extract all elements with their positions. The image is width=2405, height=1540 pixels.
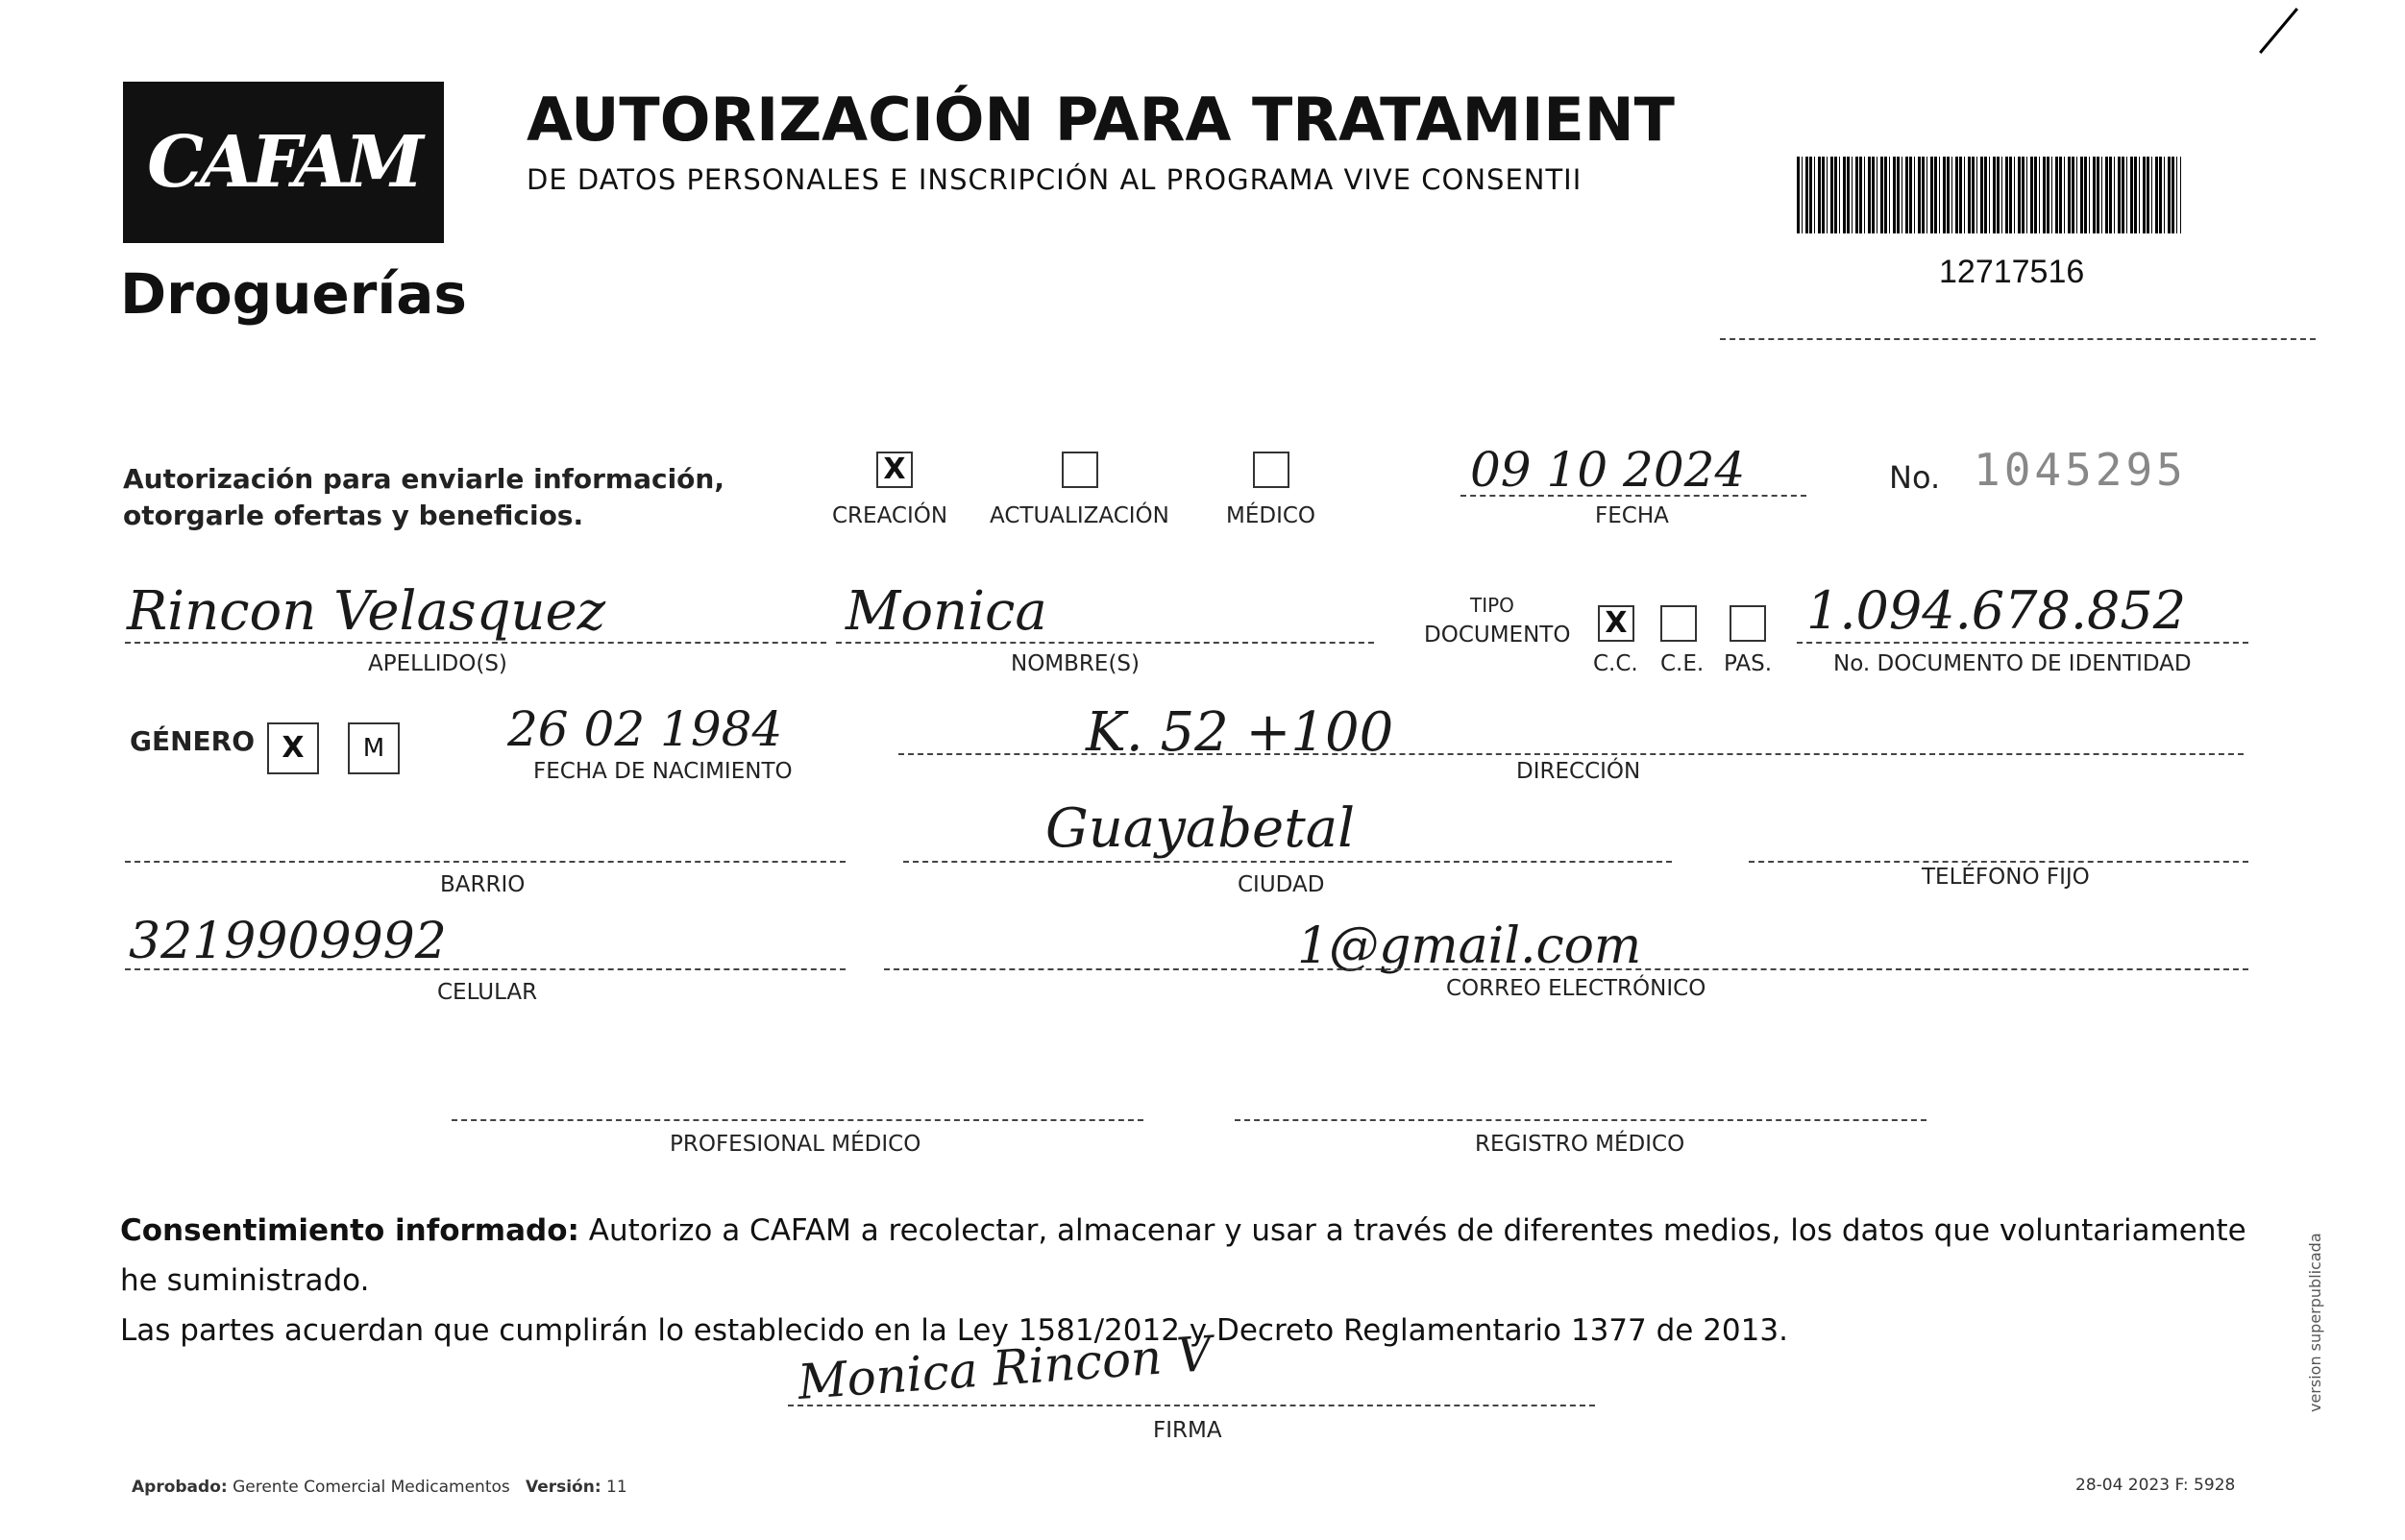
footer-approval <box>132 1478 627 1497</box>
ciudad-label: CIUDAD <box>1238 872 1325 897</box>
fecha-value[interactable]: 09 10 2024 <box>1470 442 1746 498</box>
authorization-text-2: otorgarle ofertas y beneficios. <box>123 500 584 531</box>
version-value: 11 <box>606 1478 627 1497</box>
apellidos-line <box>125 642 826 644</box>
label-pas: PAS. <box>1724 651 1773 676</box>
profesional-label: PROFESIONAL MÉDICO <box>670 1132 921 1157</box>
barrio-line <box>125 861 846 863</box>
doc-number-line <box>1797 642 2248 644</box>
no-value: 1045295 <box>1974 444 2187 496</box>
barrio-label: BARRIO <box>440 872 526 897</box>
signature-line <box>788 1405 1595 1406</box>
checkbox-actualizacion[interactable] <box>1062 452 1098 488</box>
side-vertical-text: version superpublicada <box>2306 1233 2324 1412</box>
checkbox-ce[interactable] <box>1660 605 1697 642</box>
no-label: No. <box>1889 459 1941 496</box>
telefono-line <box>1749 861 2248 863</box>
label-actualizacion: ACTUALIZACIÓN <box>990 503 1169 528</box>
correo-line <box>884 968 2248 970</box>
label-cc: C.C. <box>1593 651 1638 676</box>
aprobado-value: Gerente Comercial Medicamentos <box>233 1478 510 1497</box>
consent-heading: Consentimiento informado: <box>120 1213 579 1248</box>
consent-text-2: Las partes acuerdan que cumplirán lo establecido en la Ley 1581/2012 y Decreto Reglamentario 1377 de 2013. <box>120 1313 1788 1348</box>
authorization-text-1: Autorización para enviarle información, <box>123 463 724 495</box>
nombres-label: NOMBRE(S) <box>1011 651 1140 676</box>
form-subtitle: DE DATOS PERSONALES E INSCRIPCIÓN AL PROGRAMA VIVE CONSENTII <box>527 163 1583 196</box>
corner-mark <box>2259 8 2298 54</box>
nombres-value[interactable]: Monica <box>846 580 1047 643</box>
apellidos-label: APELLIDO(S) <box>368 651 507 676</box>
fecha-label: FECHA <box>1595 503 1669 528</box>
checkbox-genero-m[interactable]: M <box>348 722 400 774</box>
celular-value[interactable]: 3219909992 <box>129 913 447 970</box>
apellidos-value[interactable]: Rincon Velasquez <box>127 580 606 643</box>
fecha-line <box>1460 495 1806 497</box>
nombres-line <box>836 642 1374 644</box>
correo-value[interactable]: 1@gmail.com <box>1297 917 1642 975</box>
nacimiento-value[interactable]: 26 02 1984 <box>507 701 783 757</box>
signature-value[interactable]: Monica Rincon V <box>796 1326 1214 1410</box>
barcode <box>1797 157 2181 233</box>
doc-number-value[interactable]: 1.094.678.852 <box>1806 580 2187 641</box>
registro-line <box>1235 1119 1926 1121</box>
checkbox-genero-f[interactable]: X <box>267 722 319 774</box>
signature-label: FIRMA <box>1153 1418 1222 1443</box>
doc-number-label: No. DOCUMENTO DE IDENTIDAD <box>1833 651 2192 676</box>
checkbox-pas[interactable] <box>1730 605 1766 642</box>
tipo-label: TIPO <box>1470 594 1514 617</box>
profesional-line <box>452 1119 1143 1121</box>
correo-label: CORREO ELECTRÓNICO <box>1446 976 1706 1001</box>
nacimiento-label: FECHA DE NACIMIENTO <box>533 759 793 784</box>
documento-label: DOCUMENTO <box>1424 623 1571 648</box>
direccion-line <box>898 753 2244 755</box>
version-label: Versión: <box>525 1478 601 1497</box>
barcode-number: 12717516 <box>1939 254 2085 290</box>
consent-text-1: Autorizo a CAFAM a recolectar, almacenar y usar a través de diferentes medios, los datos que voluntariamente he suministrado. <box>120 1213 2246 1298</box>
celular-label: CELULAR <box>437 980 538 1005</box>
label-creacion: CREACIÓN <box>832 503 948 528</box>
checkbox-cc[interactable]: X <box>1598 605 1634 642</box>
genero-label: GÉNERO <box>130 725 256 757</box>
direccion-value[interactable]: K. 52 +100 <box>1086 701 1394 764</box>
telefono-label: TELÉFONO FIJO <box>1922 865 2090 890</box>
celular-line <box>125 968 846 970</box>
checkbox-creacion[interactable]: X <box>876 452 913 488</box>
form-title: AUTORIZACIÓN PARA TRATAMIENT <box>527 85 1675 155</box>
ciudad-line <box>903 861 1672 863</box>
footer-date-code: 28-04 2023 F: 5928 <box>2075 1476 2236 1495</box>
registro-label: REGISTRO MÉDICO <box>1475 1132 1685 1157</box>
ciudad-value[interactable]: Guayabetal <box>1045 797 1355 860</box>
brand-subtitle: Droguerías <box>120 261 467 327</box>
header-divider <box>1720 338 2316 340</box>
aprobado-label: Aprobado: <box>132 1478 228 1497</box>
cafam-logo: CAFAM <box>123 82 444 243</box>
direccion-label: DIRECCIÓN <box>1516 759 1641 784</box>
label-ce: C.E. <box>1660 651 1705 676</box>
checkbox-medico[interactable] <box>1253 452 1289 488</box>
label-medico: MÉDICO <box>1226 503 1316 528</box>
